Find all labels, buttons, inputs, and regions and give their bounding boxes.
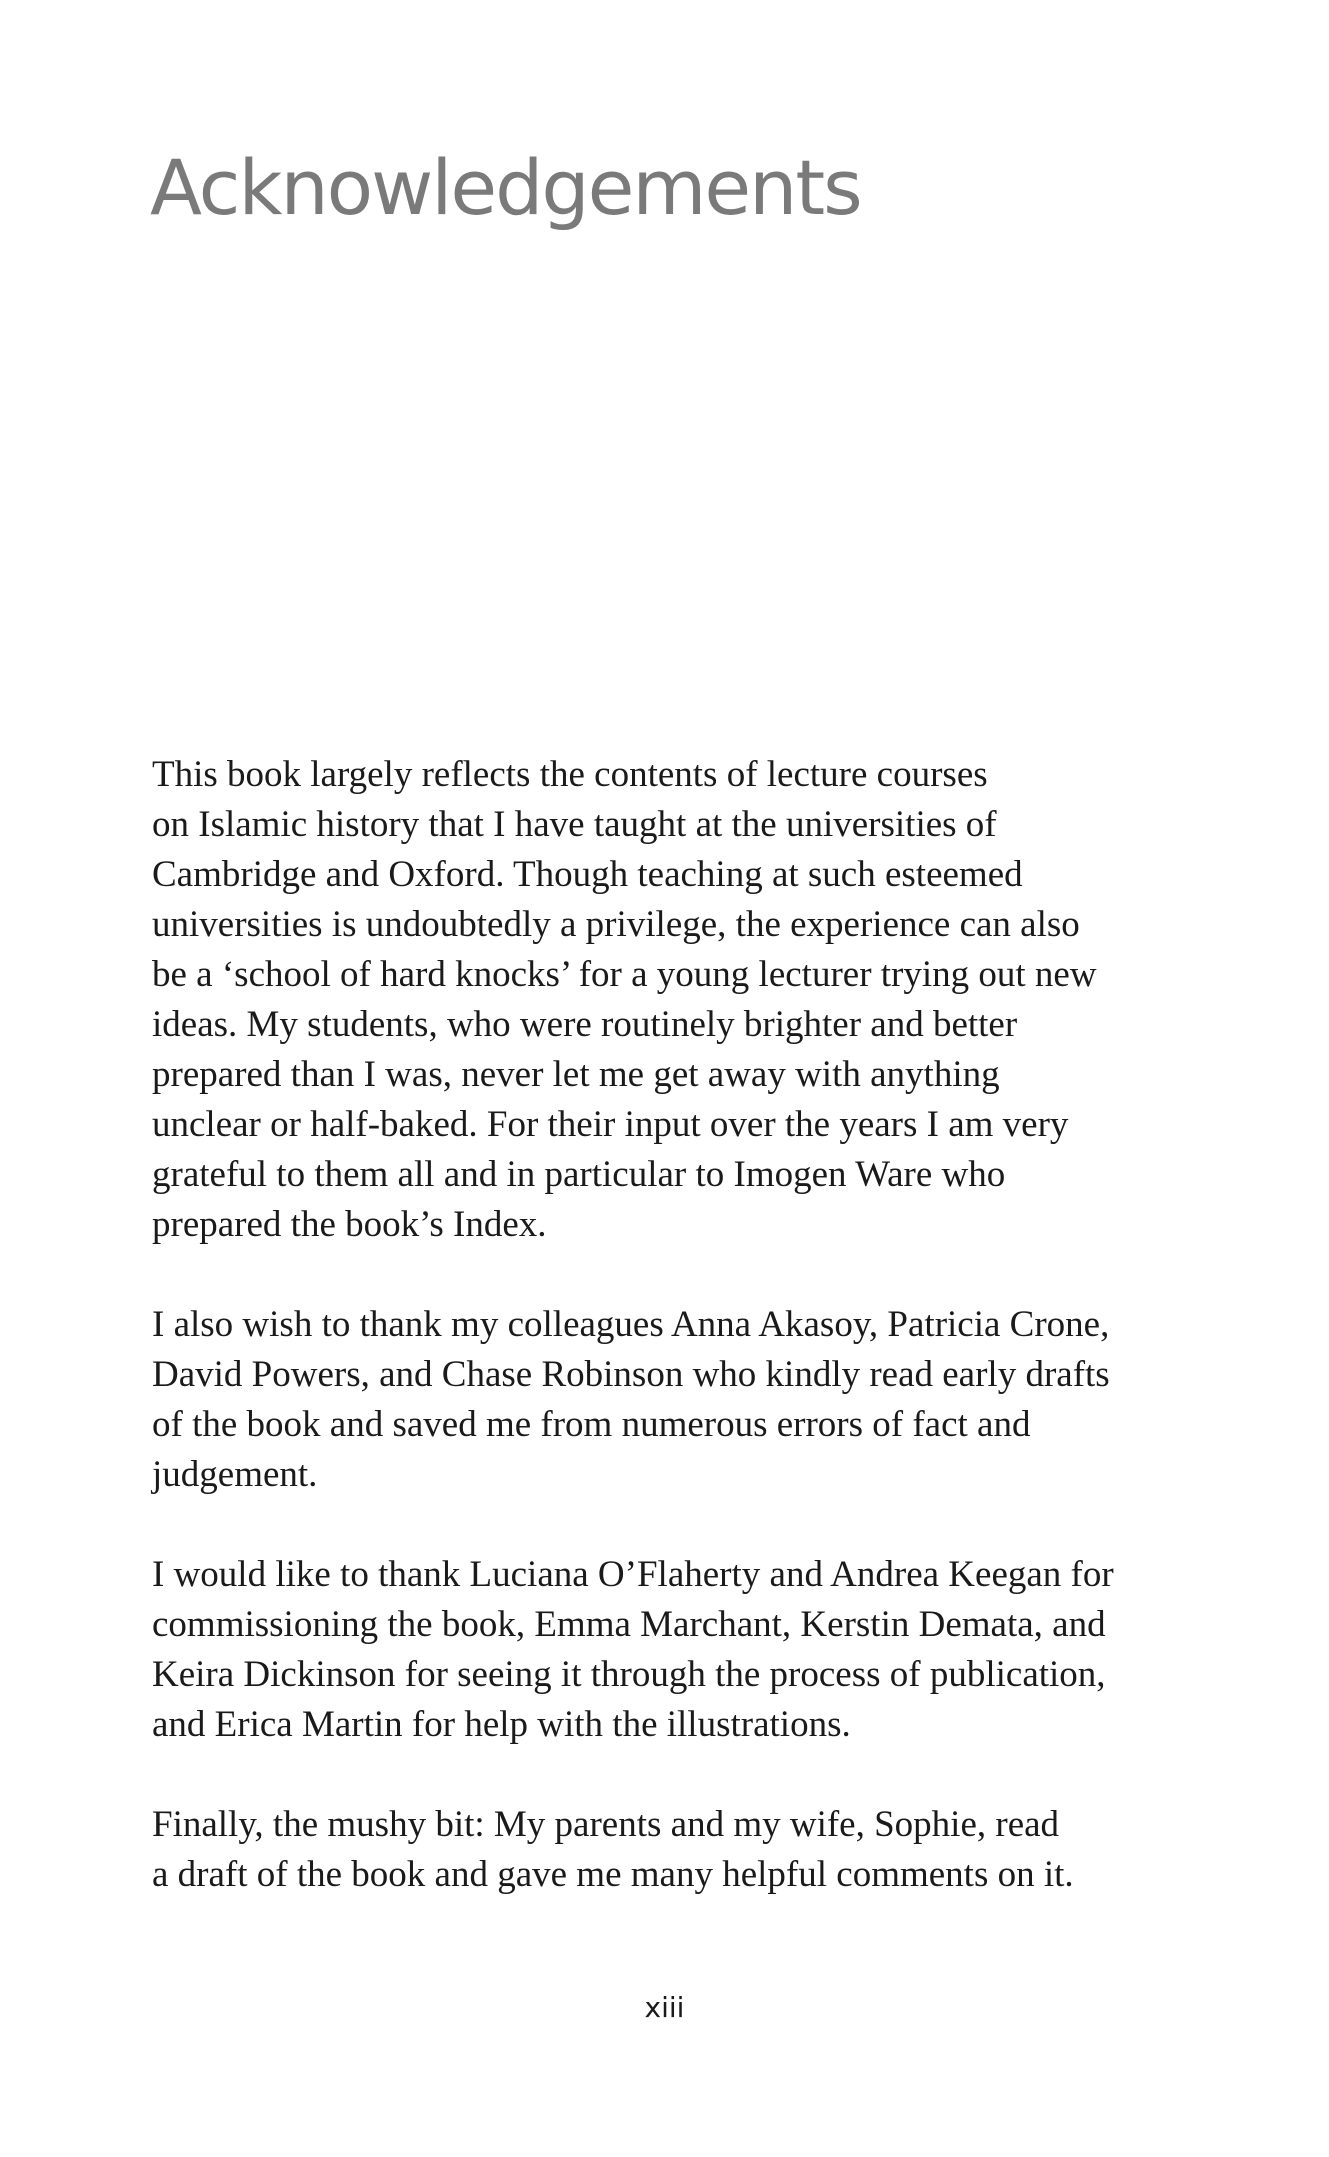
text-line: prepared the book’s Index. (152, 1204, 547, 1245)
text-line: of the book and saved me from numerous errors of fact and (152, 1404, 1031, 1445)
page-title: Acknowledgements (150, 143, 861, 232)
text-line: prepared than I was, never let me get away with anything (152, 1054, 1000, 1095)
text-line: commissioning the book, Emma Marchant, Kerstin Demata, and (152, 1604, 1106, 1645)
text-line: David Powers, and Chase Robinson who kindly read early drafts (152, 1354, 1110, 1395)
text-line: I also wish to thank my colleagues Anna Akasoy, Patricia Crone, (152, 1304, 1110, 1345)
text-line: Cambridge and Oxford. Though teaching at such esteemed (152, 854, 1023, 895)
paragraph-publisher-thanks (152, 1550, 1212, 1750)
page-number: xiii (644, 1991, 685, 2024)
text-line: unclear or half-baked. For their input over the years I am very (152, 1104, 1069, 1145)
text-line: Finally, the mushy bit: My parents and my wife, Sophie, read (152, 1804, 1060, 1845)
paragraph-course-thanks (152, 750, 1212, 1250)
text-line: and Erica Martin for help with the illustrations. (152, 1704, 851, 1745)
text-line: universities is undoubtedly a privilege, the experience can also (152, 904, 1080, 945)
text-line: judgement. (152, 1454, 318, 1495)
text-line: I would like to thank Luciana O’Flaherty and Andrea Keegan for (152, 1554, 1114, 1595)
acknowledgements-body (152, 750, 1212, 1950)
text-line: Keira Dickinson for seeing it through the process of publication, (152, 1654, 1106, 1695)
text-line: grateful to them all and in particular to Imogen Ware who (152, 1154, 1006, 1195)
paragraph-family-thanks (152, 1800, 1212, 1900)
text-line: a draft of the book and gave me many helpful comments on it. (152, 1854, 1074, 1895)
text-line: This book largely reflects the contents of lecture courses (152, 754, 988, 795)
paragraph-colleagues-thanks (152, 1300, 1212, 1500)
text-line: on Islamic history that I have taught at the universities of (152, 804, 997, 845)
text-line: be a ‘school of hard knocks’ for a young lecturer trying out new (152, 954, 1097, 995)
text-line: ideas. My students, who were routinely brighter and better (152, 1004, 1018, 1045)
